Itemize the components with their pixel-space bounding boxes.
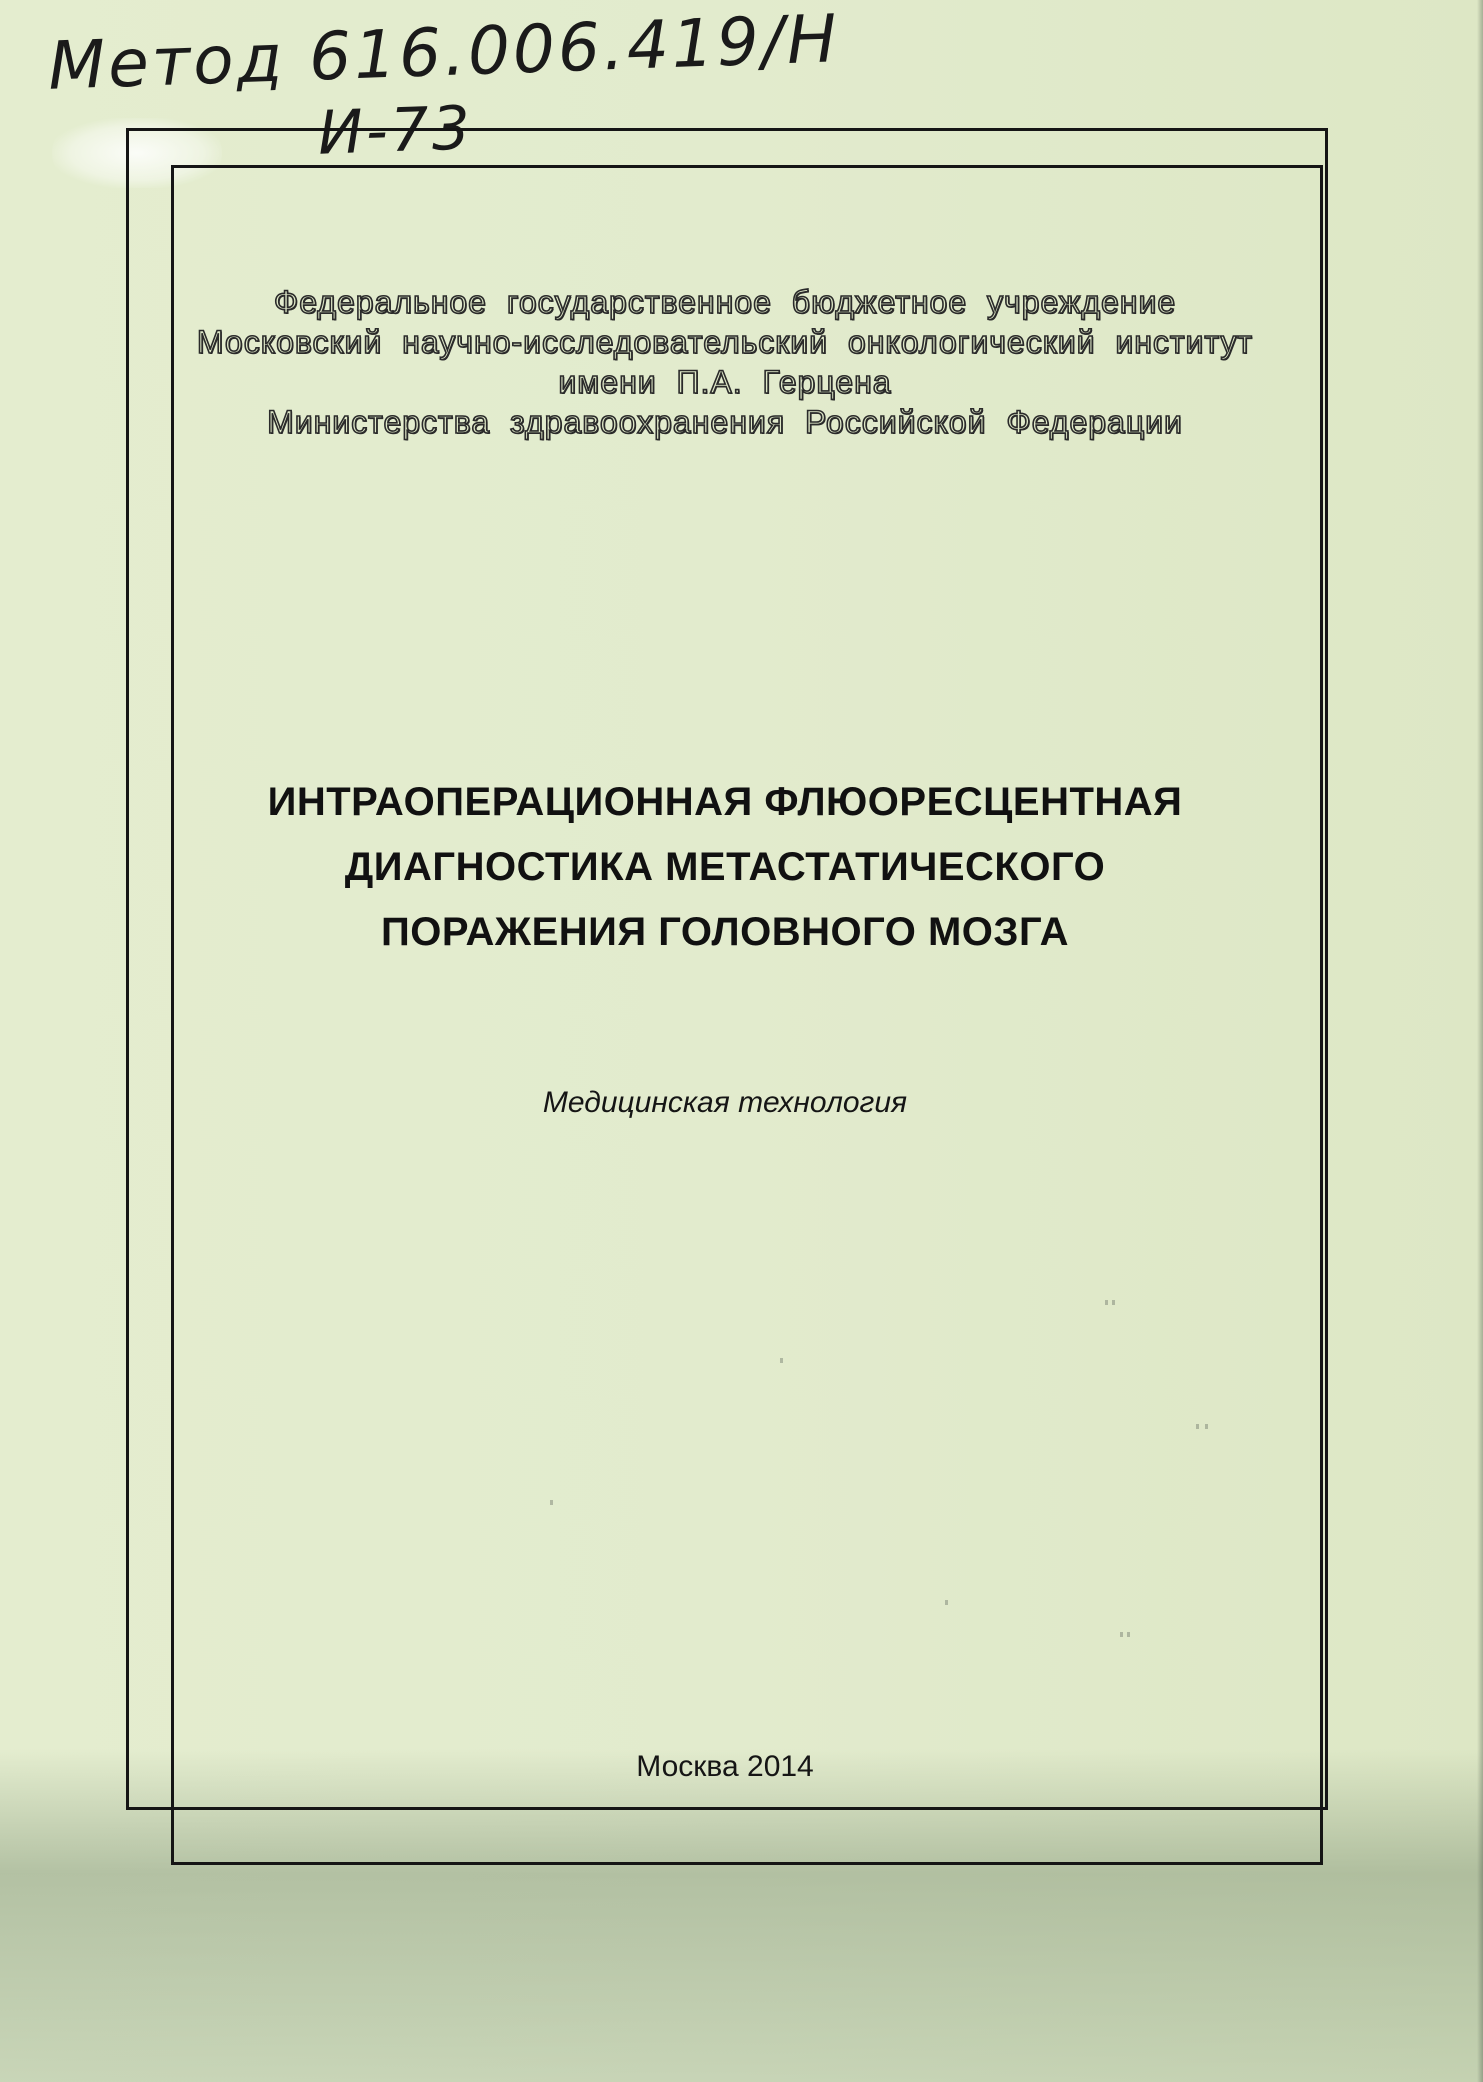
paper-speck (780, 1358, 783, 1363)
place-and-year: Москва 2014 (636, 1750, 814, 1783)
paper-speck (1205, 1424, 1208, 1429)
institution-line: Министерства здравоохранения Российской Федерации (267, 404, 1183, 440)
title-line: ДИАГНОСТИКА МЕТАСТАТИЧЕСКОГО (344, 845, 1106, 889)
paper-speck (945, 1600, 948, 1605)
paper-speck (550, 1500, 553, 1505)
institution-line: Федеральное государственное бюджетное учреждение (273, 284, 1177, 320)
institution-header (130, 282, 1320, 442)
paper-speck (1105, 1300, 1108, 1305)
paper-speck (1196, 1424, 1199, 1429)
page-edge-shadow (1477, 0, 1483, 2082)
paper-speck (1127, 1632, 1130, 1637)
paper-speck (1120, 1632, 1123, 1637)
title-line: ПОРАЖЕНИЯ ГОЛОВНОГО МОЗГА (381, 910, 1069, 954)
handwritten-shelf-mark: И-73 (316, 93, 475, 169)
institution-line: Московский научно-исследовательский онкологический институт (196, 324, 1254, 360)
paper-speck (1112, 1300, 1115, 1305)
title-line: ИНТРАОПЕРАЦИОННАЯ ФЛЮОРЕСЦЕНТНАЯ (267, 780, 1183, 824)
document-title (150, 770, 1300, 965)
document-subtitle: Медицинская технология (542, 1086, 908, 1119)
institution-line: имени П.А. Герцена (558, 364, 892, 400)
handwritten-catalog-code: Метод 616.006.419/Н (46, 0, 841, 105)
